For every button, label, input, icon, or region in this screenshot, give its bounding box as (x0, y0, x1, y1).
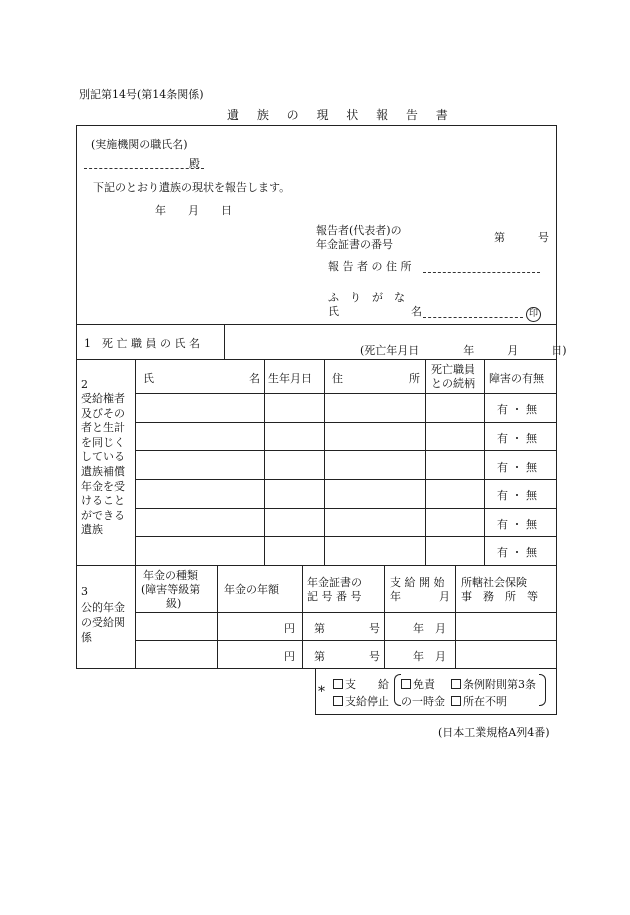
label-line: の受給関 (81, 616, 125, 629)
reporter-cert-label: 報告者(代表者)の (316, 224, 402, 237)
label-line: ができる (81, 508, 125, 522)
col-name-2: 名 (249, 372, 260, 385)
label-line: している (81, 450, 125, 464)
reporter-cert-label-2: 年金証書の番号 (316, 238, 393, 251)
dono-text: 殿 (189, 157, 200, 170)
pension-cert-field[interactable]: 第 号 (314, 622, 380, 635)
amount-unit: 円 (284, 622, 295, 635)
col-pension-cert-2: 記 号 番 号 (307, 590, 362, 603)
asterisk-mark: * (318, 684, 325, 700)
col-annual-amount: 年金の年額 (224, 583, 279, 596)
col-pension-cert: 年金証書の (307, 576, 362, 589)
institution-label: (実施機関の職氏名) (91, 138, 188, 151)
cert-number-field[interactable]: 第 号 (494, 231, 549, 244)
label-line: けること (81, 494, 125, 508)
seal-mark[interactable]: 印 (526, 307, 541, 322)
label-line: 受給権者 (81, 392, 125, 405)
col-pension-type: 年金の種類 (143, 569, 198, 582)
form-number: 別記第14号(第14条関係) (79, 88, 204, 101)
col-relation: 死亡職員 (431, 363, 475, 376)
lump-sum-text: の一時金 (401, 695, 445, 708)
death-date-label[interactable]: (死亡年月日 年 月 日) (360, 344, 567, 357)
supplementary-option[interactable]: 条例附則第3条 (451, 676, 536, 692)
pension-cert-field[interactable]: 第 号 (314, 650, 380, 663)
footer-standard: (日本工業規格A列4番) (438, 726, 550, 739)
checkbox-icon[interactable] (333, 696, 343, 706)
section3-number: 3 (81, 585, 88, 598)
col-social-office-2: 事 務 所 等 (461, 590, 538, 603)
checkbox-icon[interactable] (451, 679, 461, 689)
label-line: 者と生計 (81, 421, 125, 435)
name-label: 氏 (328, 305, 339, 318)
exempt-option[interactable]: 免責 (401, 676, 435, 692)
disability-toggle[interactable]: 有 ・ 無 (497, 403, 537, 416)
payment-start-field[interactable]: 年 月 (413, 650, 446, 663)
checkbox-icon[interactable] (451, 696, 461, 706)
col-relation-2: との続柄 (431, 377, 475, 390)
col-address-2: 所 (409, 372, 420, 385)
disability-toggle[interactable]: 有 ・ 無 (497, 461, 537, 474)
col-payment-start-2: 年 (390, 590, 401, 603)
statement-text: 下記のとおり遺族の現状を報告します。 (93, 181, 291, 194)
section3-label (81, 600, 125, 645)
payment-stop-option[interactable]: 支給停止 (333, 693, 389, 709)
deceased-name-label: 1 死 亡 職 員 の 氏 名 (84, 337, 200, 350)
col-birth-date: 生年月日 (268, 372, 312, 385)
label-line: を同じく (81, 435, 125, 449)
disability-toggle[interactable]: 有 ・ 無 (497, 518, 537, 531)
disability-toggle[interactable]: 有 ・ 無 (497, 546, 537, 559)
furigana-label: ふ り が な (328, 291, 405, 304)
disability-toggle[interactable]: 有 ・ 無 (497, 489, 537, 502)
col-name: 氏 (143, 372, 154, 385)
payment-start-field[interactable]: 年 月 (413, 622, 446, 635)
col-social-office: 所轄社会保険 (461, 576, 527, 589)
name-label-2: 名 (411, 305, 422, 318)
label-line: 年金を受 (81, 479, 125, 493)
disability-toggle[interactable]: 有 ・ 無 (497, 432, 537, 445)
checkbox-icon[interactable] (401, 679, 411, 689)
right-brace (539, 674, 546, 706)
unknown-location-option[interactable]: 所在不明 (451, 693, 507, 709)
col-payment-start: 支 給 開 始 (390, 576, 445, 589)
col-pension-type-2: (障害等級第 (141, 583, 201, 596)
section2-number: 2 (81, 378, 88, 391)
label-line: 遺族補償 (81, 464, 125, 478)
checkbox-icon[interactable] (333, 679, 343, 689)
label-line: 係 (81, 631, 92, 644)
label-line: 及びその (81, 406, 125, 420)
label-line: 公的年金 (81, 601, 125, 614)
col-payment-start-3: 月 (439, 590, 450, 603)
col-disability: 障害の有無 (489, 372, 544, 385)
col-address: 住 (332, 372, 343, 385)
label-line: 遺族 (81, 523, 103, 537)
left-brace (394, 674, 401, 706)
section2-label (81, 392, 125, 538)
document-title: 遺 族 の 現 状 報 告 書 (227, 108, 455, 122)
col-pension-type-3: 級) (166, 597, 182, 610)
address-label: 報 告 者 の 住 所 (328, 260, 412, 273)
amount-unit: 円 (284, 650, 295, 663)
payment-option[interactable]: 支 給 (333, 676, 389, 692)
date-line[interactable]: 年 月 日 (155, 204, 232, 217)
